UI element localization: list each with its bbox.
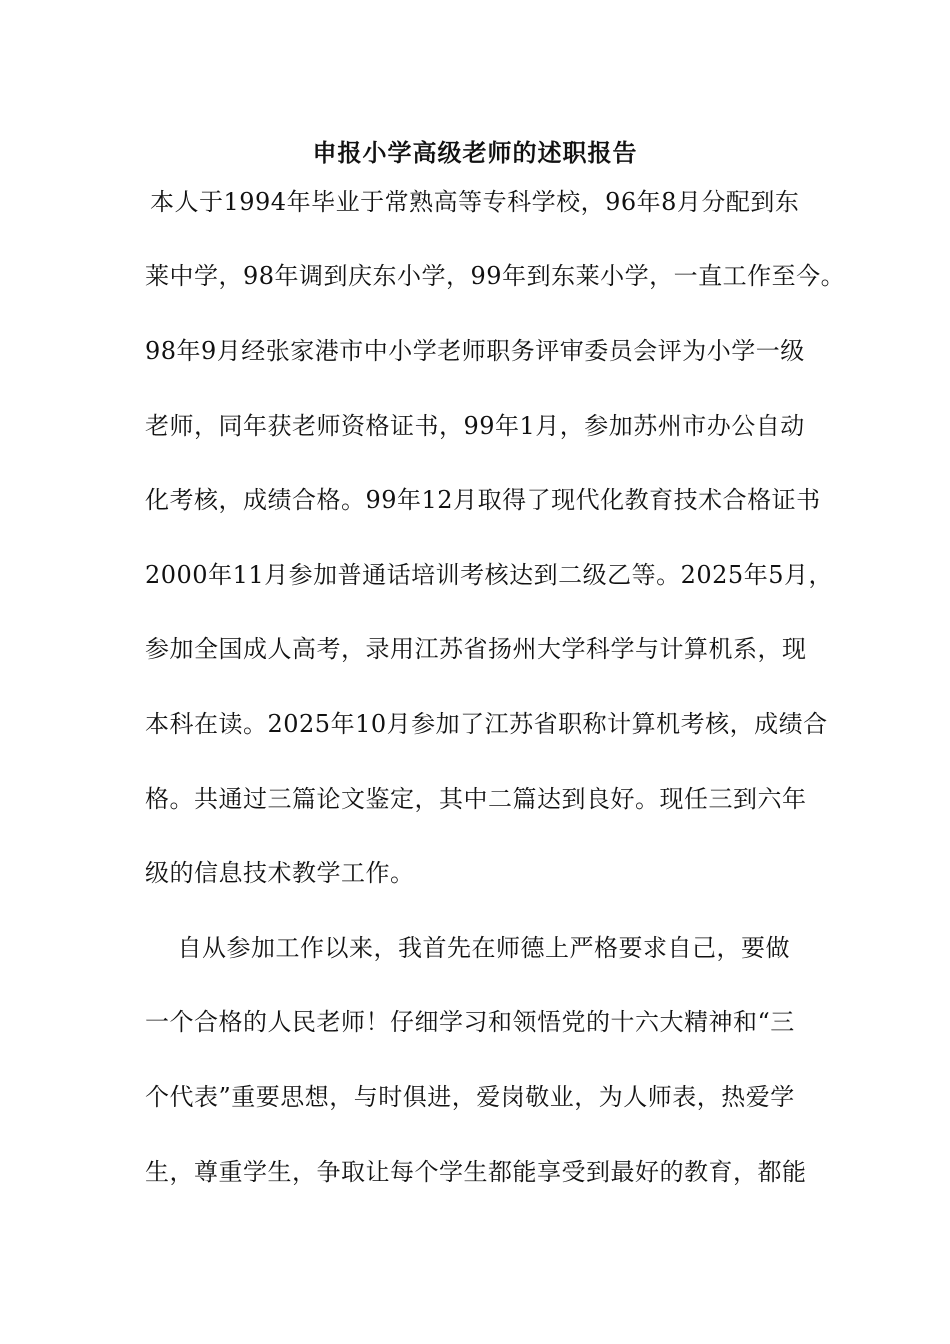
body-line: 本科在读。2025年10月参加了江苏省职称计算机考核，成绩合 (145, 710, 828, 738)
body-line: 格。共通过三篇论文鉴定，其中二篇达到良好。现任三到六年 (145, 785, 807, 813)
body-line: 自从参加工作以来，我首先在师德上严格要求自己，要做 (145, 934, 791, 962)
body-line: 莱中学，98年调到庆东小学，99年到东莱小学，一直工作至今。 (145, 262, 846, 290)
body-line: 老师，同年获老师资格证书，99年1月，参加苏州市办公自动 (145, 412, 805, 440)
document-title: 申报小学高级老师的述职报告 (312, 139, 638, 167)
body-line: 化考核，成绩合格。99年12月取得了现代化教育技术合格证书 (145, 486, 821, 514)
body-line: 本人于1994年毕业于常熟高等专科学校，96年8月分配到东 (150, 188, 800, 216)
body-line: 个代表”重要思想，与时俱进，爱岗敬业，为人师表，热爱学 (145, 1083, 795, 1111)
body-line: 2000年11月参加普通话培训考核达到二级乙等。2025年5月， (145, 561, 833, 589)
body-line: 参加全国成人高考，录用江苏省扬州大学科学与计算机系，现 (145, 635, 807, 663)
body-line: 98年9月经张家港市中小学老师职务评审委员会评为小学一级 (145, 337, 805, 365)
body-line: 生，尊重学生，争取让每个学生都能享受到最好的教育，都能 (145, 1158, 807, 1186)
body-line: 级的信息技术教学工作。 (145, 859, 415, 887)
body-line: 一个合格的人民老师！仔细学习和领悟党的十六大精神和“三 (145, 1008, 795, 1036)
